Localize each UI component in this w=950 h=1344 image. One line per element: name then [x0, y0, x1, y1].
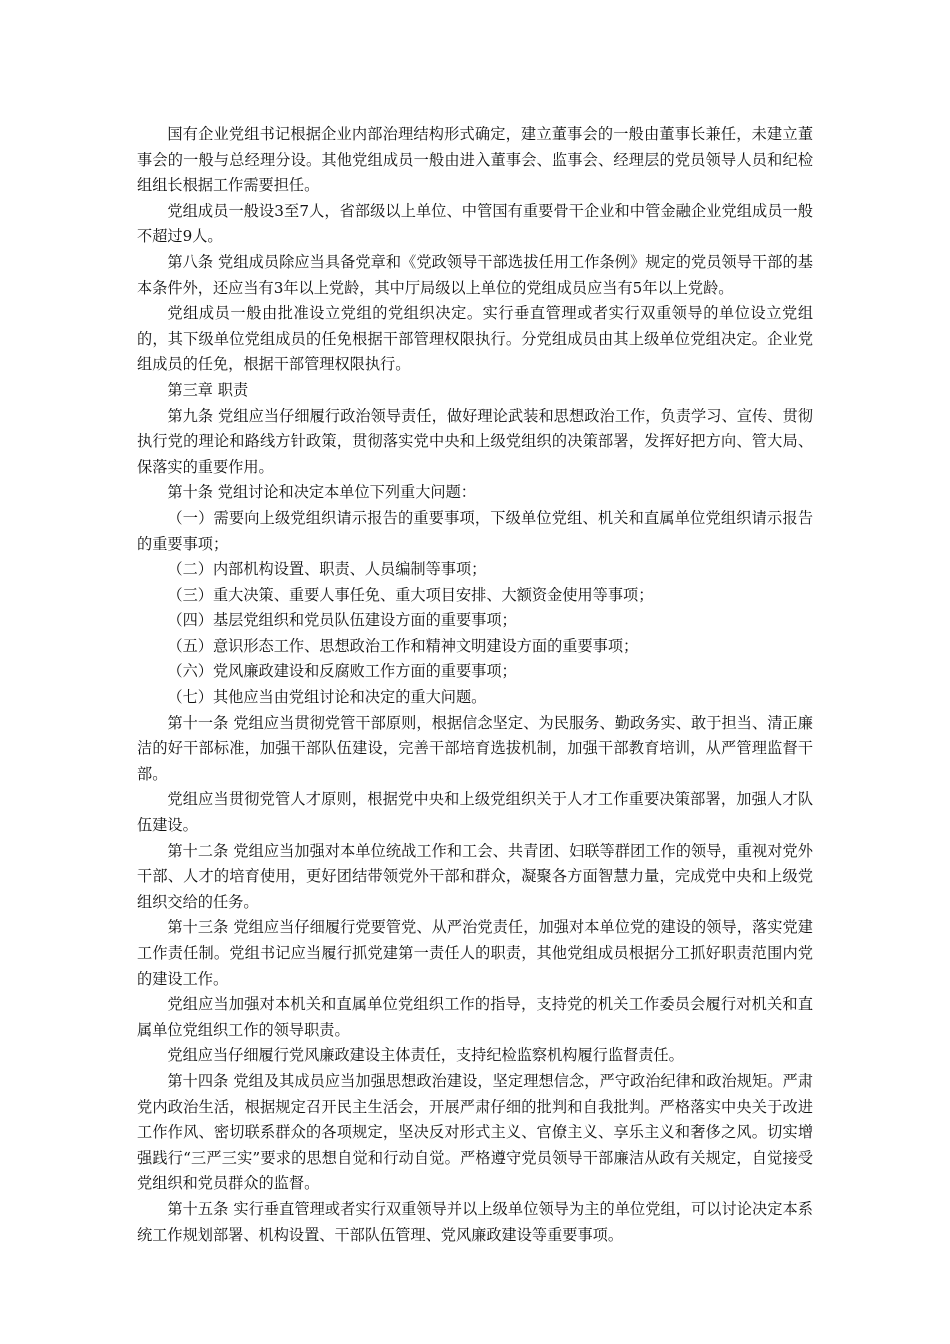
paragraph-1: 国有企业党组书记根据企业内部治理结构形式确定，建立董事会的一般由董事长兼任，未建立董事会的一般与总经理分设。其他党组成员一般由进入董事会、监事会、经理层的党员领导人员和纪检组组长根据工作需要担任。 [137, 125, 813, 195]
article-12: 第十二条 党组应当加强对本单位统战工作和工会、共青团、妇联等群团工作的领导，重视对党外干部、人才的培育使用，更好团结带领党外干部和群众，凝聚各方面智慧力量，完成党中央和上级党组织交给的任务。 [137, 841, 813, 911]
article-11: 第十一条 党组应当贯彻党管干部原则，根据信念坚定、为民服务、勤政务实、敢于担当、清正廉洁的好干部标准，加强干部队伍建设，完善干部培育选拔机制，加强干部教育培训，从严管理监督干部。 [137, 713, 813, 783]
article-13: 第十三条 党组应当仔细履行党要管党、从严治党责任，加强对本单位党的建设的领导，落实党建工作责任制。党组书记应当履行抓党建第一责任人的职责，其他党组成员根据分工抓好职责范围内党的建设工作。 [137, 918, 813, 988]
paragraph-2: 党组成员一般设3至7人，省部级以上单位、中管国有重要骨干企业和中管金融企业党组成员一般不超过9人。 [137, 201, 813, 246]
list-item-3: （三）重大决策、重要人事任免、重大项目安排、大额资金使用等事项； [167, 585, 654, 604]
list-item-4: （四）基层党组织和党员队伍建设方面的重要事项； [167, 611, 517, 630]
chapter-heading: 第三章 职责 [167, 380, 249, 399]
list-item-5: （五）意识形态工作、思想政治工作和精神文明建设方面的重要事项； [167, 636, 639, 655]
paragraph-19: 党组应当加强对本机关和直属单位党组织工作的指导，支持党的机关工作委员会履行对机关和直属单位党组织工作的领导职责。 [137, 995, 813, 1039]
list-item-2: （二）内部机构设置、职责、人员编制等事项； [167, 560, 487, 579]
list-item-1: （一）需要向上级党组织请示报告的重要事项，下级单位党组、机关和直属单位党组织请示报告的重要事项； [137, 508, 813, 553]
paragraph-4: 党组成员一般由批准设立党组的党组织决定。实行垂直管理或者实行双重领导的单位设立党组的，其下级单位党组成员的任免根据干部管理权限执行。分党组成员由其上级单位党组决定。企业党组成员的任免，根据干部管理权限执行。 [137, 304, 813, 374]
article-14: 第十四条 党组及其成员应当加强思想政治建设，坚定理想信念，严守政治纪律和政治规矩。严肃党内政治生活，根据规定召开民主生活会，开展严肃仔细的批判和自我批判。严格落实中央关于改进工作作风、密切联系群众的各项规定，坚决反对形式主义、官僚主义、享乐主义和奢侈之风。切实增强践行“三严三实”要求的思想自觉和行动自觉。严格遵守党员领导干部廉洁从政有关规定，自觉接受党组织和党员群众的监督。 [137, 1071, 813, 1193]
article-9: 第九条 党组应当仔细履行政治领导责任，做好理论武装和思想政治工作，负责学习、宣传、贯彻执行党的理论和路线方针政策，贯彻落实党中央和上级党组织的决策部署，发挥好把方向、管大局、保落实的重要作用。 [137, 406, 813, 476]
document-body [137, 122, 813, 1248]
article-10: 第十条 党组讨论和决定本单位下列重大问题： [167, 483, 476, 502]
list-item-7: （七）其他应当由党组讨论和决定的重大问题。 [167, 688, 487, 707]
paragraph-20: 党组应当仔细履行党风廉政建设主体责任，支持纪检监察机构履行监督责任。 [167, 1046, 684, 1065]
paragraph-16: 党组应当贯彻党管人才原则，根据党中央和上级党组织关于人才工作重要决策部署，加强人才队伍建设。 [137, 790, 813, 835]
article-8: 第八条 党组成员除应当具备党章和《党政领导干部选拔任用工作条例》规定的党员领导干部的基本条件外，还应当有3年以上党龄，其中厅局级以上单位的党组成员应当有5年以上党龄。 [137, 252, 813, 297]
list-item-6: （六）党风廉政建设和反腐败工作方面的重要事项； [167, 662, 517, 681]
article-15: 第十五条 实行垂直管理或者实行双重领导并以上级单位领导为主的单位党组，可以讨论决定本系统工作规划部署、机构设置、干部队伍管理、党风廉政建设等重要事项。 [137, 1199, 813, 1244]
